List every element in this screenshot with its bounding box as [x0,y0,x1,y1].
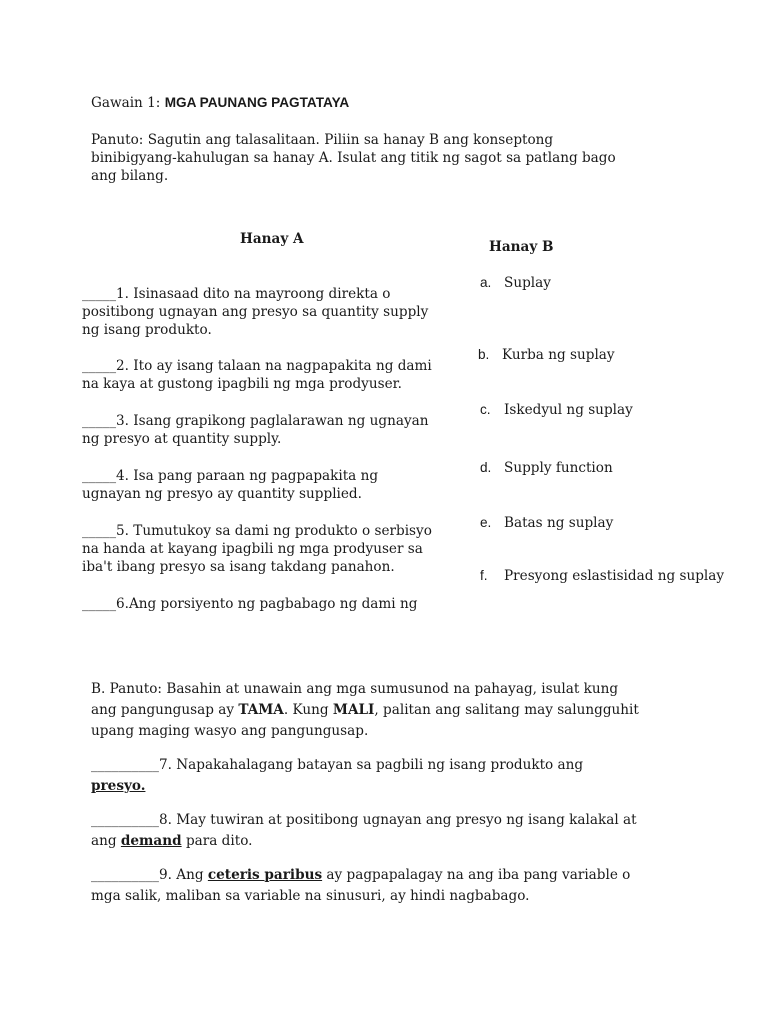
item-text: Supply function [504,460,613,476]
column-b-title: Hanay B [489,239,554,255]
item-text: Presyong eslastisidad ng suplay [504,568,725,584]
item-letter: f. [480,568,488,583]
column-a-item-5 [82,522,432,576]
item-line: __________8. May tuwiran at positibong ugnayan ang presyo ng isang kalakal at [91,812,637,828]
tama-keyword: TAMA [238,702,284,718]
item-line: _____5. Tumutukoy sa dami ng produkto o serbisyo [82,523,432,539]
instructions-b-text: . Kung [283,702,333,718]
column-a-item-1 [82,285,428,339]
instructions-b-text: , palitan ang salitang may salungguhit [374,702,639,718]
underlined-word: demand [120,833,182,849]
item-text: Batas ng suplay [504,515,614,531]
column-a-item-2 [82,357,432,393]
item-line: __________7. Napakahalagang batayan sa pagbili ng isang produkto ang [91,757,584,773]
item-line: iba't ibang presyo sa isang takdang panahon. [82,559,395,575]
item-line: mga salik, maliban sa variable na sinusuri, ay hindi nagbabago. [91,888,530,904]
item-line: ng isang produkto. [82,322,212,338]
instructions-a-line-2: binibigyang-kahulugan sa hanay A. Isulat ang titik ng sagot sa patlang bago [91,150,616,166]
item-text: Kurba ng suplay [502,347,615,363]
underlined-word: ceteris paribus [207,867,323,883]
activity-heading [91,94,349,112]
column-b-item-e [480,514,613,532]
item-letter: a. [480,275,492,290]
item-letter: e. [480,515,492,530]
activity-label: Gawain 1: [91,95,161,111]
item-line: na kaya at gustong ipagbili ng mga prodyuser. [82,376,402,392]
section-b-item-7 [91,756,583,795]
item-line: _____3. Isang grapikong paglalarawan ng ugnayan [82,413,429,429]
item-letter: c. [480,402,491,417]
instructions-b-line-3: upang maging wasyo ang pangungusap. [91,723,369,739]
column-a-title: Hanay A [240,231,304,247]
underlined-word: presyo. [91,778,146,794]
section-b-item-9 [91,866,630,905]
item-text: para dito. [181,833,253,849]
column-a-item-4 [82,467,378,503]
section-b-item-8 [91,811,637,850]
instructions-a-line-3: ang bilang. [91,168,169,184]
item-line: _____2. Ito ay isang talaan na nagpapakita ng dami [82,358,432,374]
item-line: positibong ugnayan ang presyo sa quantity supply [82,304,429,320]
item-line: ugnayan ng presyo ay quantity supplied. [82,486,362,502]
item-text: ang [91,833,121,849]
item-text: Suplay [504,275,551,291]
instructions-b-text: ang pangungusap ay [91,702,239,718]
mali-keyword: MALI [332,702,375,718]
column-a-item-6 [82,595,417,613]
item-letter: b. [478,347,490,362]
item-line: _____1. Isinasaad dito na mayroong direkta o [82,286,391,302]
item-line: _____6.Ang porsiyento ng pagbabago ng dami ng [82,596,418,612]
item-line: ng presyo at quantity supply. [82,431,282,447]
item-text: Iskedyul ng suplay [504,402,633,418]
instructions-b-line-2 [91,701,639,719]
activity-title: MGA PAUNANG PAGTATAYA [164,95,350,110]
column-b-item-b [478,346,615,364]
instructions-b-line-1: B. Panuto: Basahin at unawain ang mga sumusunod na pahayag, isulat kung [91,681,619,697]
item-letter: d. [480,460,492,475]
column-b-item-d [480,459,613,477]
column-b-item-c [480,401,633,419]
item-text: __________9. Ang [91,867,208,883]
column-a-item-3 [82,412,429,448]
item-line: _____4. Isa pang paraan ng pagpapakita ng [82,468,379,484]
item-line: na handa at kayang ipagbili ng mga prodyuser sa [82,541,423,557]
column-b-item-a [480,274,551,292]
instructions-a-line-1: Panuto: Sagutin ang talasalitaan. Piliin sa hanay B ang konseptong [91,132,554,148]
item-text: ay pagpapalagay na ang iba pang variable o [322,867,631,883]
column-b-item-f [480,567,724,585]
